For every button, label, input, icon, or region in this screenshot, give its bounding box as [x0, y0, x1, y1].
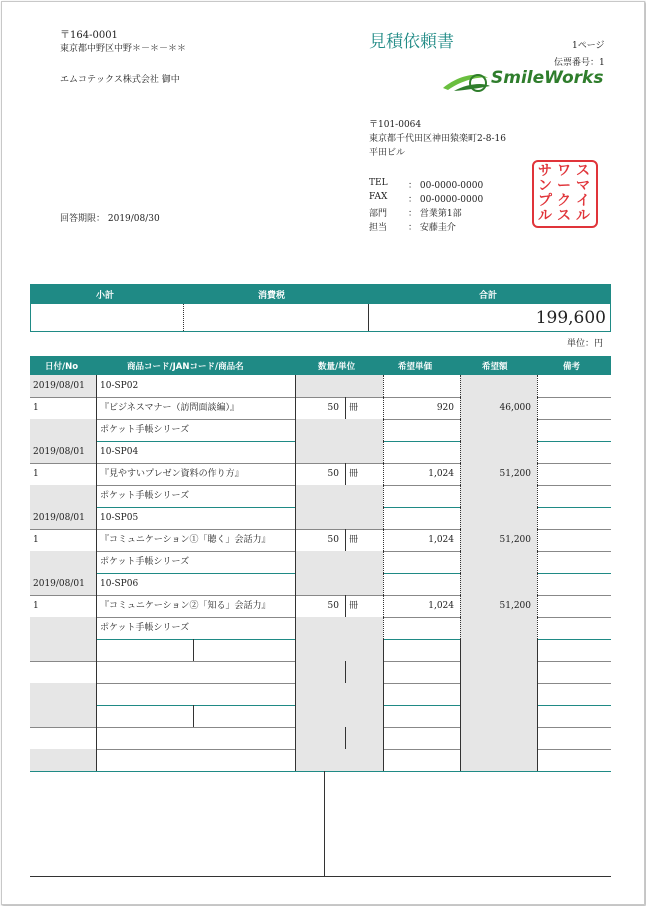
item-blank: [30, 551, 96, 573]
item-notes: [537, 595, 611, 617]
table-row: [30, 529, 611, 552]
item-qty: 50: [295, 529, 345, 551]
item-amount: 46,000: [460, 397, 537, 419]
empty-cell: [193, 639, 295, 661]
empty-cell: [30, 661, 96, 683]
empty-cell: [460, 661, 537, 683]
empty-cell: [30, 639, 96, 661]
item-unit: 冊: [345, 397, 383, 419]
empty-cell: [96, 661, 193, 683]
item-series: ポケット手帳シリーズ: [96, 485, 295, 507]
tax-label: 消費税: [258, 291, 286, 301]
item-amount-blank: [460, 375, 537, 397]
recipient-company: エムコテックス株式会社 御中: [60, 75, 180, 85]
empty-cell: [383, 727, 460, 749]
logo-text: SmileWorks: [491, 68, 604, 88]
item-blank: [537, 617, 611, 639]
item-price-blank: [383, 507, 460, 529]
item-no: 1: [33, 469, 39, 479]
empty-cell: [345, 683, 383, 705]
empty-cell: [383, 639, 460, 661]
empty-cell: [193, 727, 295, 749]
total-label: 合計: [479, 291, 498, 301]
staff-label: 担当: [369, 223, 388, 233]
item-qty-blank: [295, 375, 383, 397]
table-row: [30, 397, 611, 420]
item-qty-blank: [295, 573, 383, 595]
table-row-empty: [30, 727, 611, 750]
staff-value: ： 安藤圭介: [408, 223, 456, 233]
col-price: 希望単価: [398, 362, 433, 372]
currency-unit: 単位：円: [567, 339, 604, 349]
subtotal-label: 小計: [96, 291, 115, 301]
empty-cell: [460, 683, 537, 705]
item-blank: [295, 617, 383, 639]
item-price-blank: [383, 441, 460, 463]
recipient-postal: 〒164-0001: [60, 30, 118, 41]
empty-cell: [345, 727, 383, 749]
table-row-empty: [30, 705, 611, 728]
table-row: [30, 595, 611, 618]
item-notes: [537, 441, 611, 463]
item-no: 1: [33, 601, 39, 611]
item-price: 1,024: [383, 529, 460, 551]
empty-cell: [295, 683, 345, 705]
item-unit: 冊: [345, 595, 383, 617]
item-amount-blank: [460, 573, 537, 595]
empty-cell: [383, 705, 460, 727]
item-blank: [460, 551, 537, 573]
empty-cell: [96, 639, 193, 661]
item-unit: 冊: [345, 529, 383, 551]
item-amount: 51,200: [460, 529, 537, 551]
sender-postal: 〒101-0064: [369, 120, 422, 130]
fax-label: FAX: [369, 192, 388, 202]
empty-cell: [30, 683, 96, 705]
item-no: 1: [33, 403, 39, 413]
dept-value: ： 営業第1部: [408, 209, 462, 219]
items-table: [30, 375, 611, 771]
item-date: 2019/08/01: [30, 441, 96, 463]
empty-cell: [193, 661, 295, 683]
item-amount: 51,200: [460, 595, 537, 617]
table-row-empty: [30, 661, 611, 684]
empty-cell: [460, 749, 537, 771]
empty-cell: [345, 639, 383, 661]
item-notes: [537, 375, 611, 397]
table-row: [30, 507, 611, 530]
empty-cell: [30, 749, 96, 771]
item-code: 10-SP04: [96, 441, 295, 463]
item-amount: 51,200: [460, 463, 537, 485]
footer-area: [30, 771, 611, 877]
table-row: [30, 375, 611, 398]
empty-cell: [383, 661, 460, 683]
empty-cell: [30, 705, 96, 727]
empty-cell: [295, 705, 345, 727]
table-row-empty: [30, 749, 611, 772]
slip-number: 伝票番号：1: [554, 58, 605, 68]
empty-cell: [537, 661, 611, 683]
empty-cell: [460, 727, 537, 749]
item-blank: [383, 419, 460, 441]
col-notes: 備考: [563, 362, 581, 372]
item-no: 1: [33, 535, 39, 545]
grand-total: 199,600: [535, 308, 606, 328]
empty-cell: [383, 749, 460, 771]
empty-cell: [295, 727, 345, 749]
item-name: 『コミュニケーション①「聴く」会話力』: [96, 529, 295, 551]
item-blank: [30, 419, 96, 441]
item-blank: [537, 419, 611, 441]
table-row: [30, 419, 611, 442]
item-notes: [537, 573, 611, 595]
empty-cell: [295, 661, 345, 683]
sender-address: 東京都千代田区神田猿楽町2-8-16: [369, 134, 506, 144]
tel-value: ： 00-0000-0000: [408, 181, 484, 191]
item-blank: [295, 419, 383, 441]
item-code: 10-SP06: [96, 573, 295, 595]
empty-cell: [460, 639, 537, 661]
empty-cell: [193, 705, 295, 727]
empty-cell: [295, 749, 345, 771]
item-blank: [295, 551, 383, 573]
table-row-empty: [30, 683, 611, 706]
item-blank: [383, 551, 460, 573]
item-blank: [30, 485, 96, 507]
fax-value: ： 00-0000-0000: [408, 195, 484, 205]
tel-label: TEL: [369, 178, 388, 188]
empty-cell: [193, 683, 295, 705]
item-blank: [537, 551, 611, 573]
col-product: 商品コード/JANコード/商品名: [127, 362, 244, 372]
col-date: 日付/No: [45, 362, 79, 372]
sender-building: 平田ビル: [369, 148, 406, 158]
col-amount: 希望額: [482, 362, 508, 372]
item-notes: [537, 507, 611, 529]
items-table-header: [30, 356, 611, 375]
recipient-address: 東京都中野区中野＊－＊－＊＊: [60, 44, 187, 54]
item-price-blank: [383, 573, 460, 595]
page-number: 1ページ: [572, 41, 605, 51]
dept-label: 部門: [369, 209, 388, 219]
item-blank: [383, 485, 460, 507]
reply-deadline: 回答期限： 2019/08/30: [60, 214, 160, 224]
empty-cell: [96, 749, 193, 771]
table-row: [30, 485, 611, 508]
item-notes: [537, 463, 611, 485]
empty-cell: [537, 639, 611, 661]
totals-body: [30, 304, 611, 332]
item-name: 『コミュニケーション②「知る」会話力』: [96, 595, 295, 617]
empty-cell: [96, 683, 193, 705]
item-price: 920: [383, 397, 460, 419]
empty-cell: [345, 661, 383, 683]
item-qty: 50: [295, 397, 345, 419]
item-blank: [460, 617, 537, 639]
item-blank: [30, 617, 96, 639]
col-qty: 数量/単位: [318, 362, 356, 372]
item-notes: [537, 529, 611, 551]
empty-cell: [537, 683, 611, 705]
item-series: ポケット手帳シリーズ: [96, 419, 295, 441]
company-seal-stamp: ス マ イ ル ワ ー ク ス サ ン プ ル: [532, 160, 598, 228]
item-blank: [383, 617, 460, 639]
table-row-empty: [30, 639, 611, 662]
item-date: 2019/08/01: [30, 507, 96, 529]
item-amount-blank: [460, 441, 537, 463]
empty-cell: [460, 705, 537, 727]
item-blank: [295, 485, 383, 507]
item-qty-blank: [295, 507, 383, 529]
item-date: 2019/08/01: [30, 573, 96, 595]
empty-cell: [345, 749, 383, 771]
item-blank: [460, 485, 537, 507]
empty-cell: [537, 727, 611, 749]
empty-cell: [96, 727, 193, 749]
table-row: [30, 463, 611, 486]
item-series: ポケット手帳シリーズ: [96, 551, 295, 573]
item-qty-blank: [295, 441, 383, 463]
empty-cell: [96, 705, 193, 727]
item-blank: [537, 485, 611, 507]
table-row: [30, 551, 611, 574]
empty-cell: [537, 705, 611, 727]
item-unit: 冊: [345, 463, 383, 485]
item-series: ポケット手帳シリーズ: [96, 617, 295, 639]
item-qty: 50: [295, 595, 345, 617]
empty-cell: [193, 749, 295, 771]
table-row: [30, 617, 611, 640]
document-title: 見積依頼書: [369, 32, 454, 52]
empty-cell: [30, 727, 96, 749]
empty-cell: [383, 683, 460, 705]
item-qty: 50: [295, 463, 345, 485]
item-blank: [460, 419, 537, 441]
item-amount-blank: [460, 507, 537, 529]
item-code: 10-SP05: [96, 507, 295, 529]
item-notes: [537, 397, 611, 419]
totals-header: [30, 284, 611, 304]
item-date: 2019/08/01: [30, 375, 96, 397]
item-price: 1,024: [383, 463, 460, 485]
item-name: 『ビジネスマナー（訪問面談編）』: [96, 397, 295, 419]
empty-cell: [295, 639, 345, 661]
empty-cell: [537, 749, 611, 771]
item-price: 1,024: [383, 595, 460, 617]
table-row: [30, 441, 611, 464]
empty-cell: [345, 705, 383, 727]
item-name: 『見やすいプレゼン資料の作り方』: [96, 463, 295, 485]
item-code: 10-SP02: [96, 375, 295, 397]
table-row: [30, 573, 611, 596]
item-price-blank: [383, 375, 460, 397]
